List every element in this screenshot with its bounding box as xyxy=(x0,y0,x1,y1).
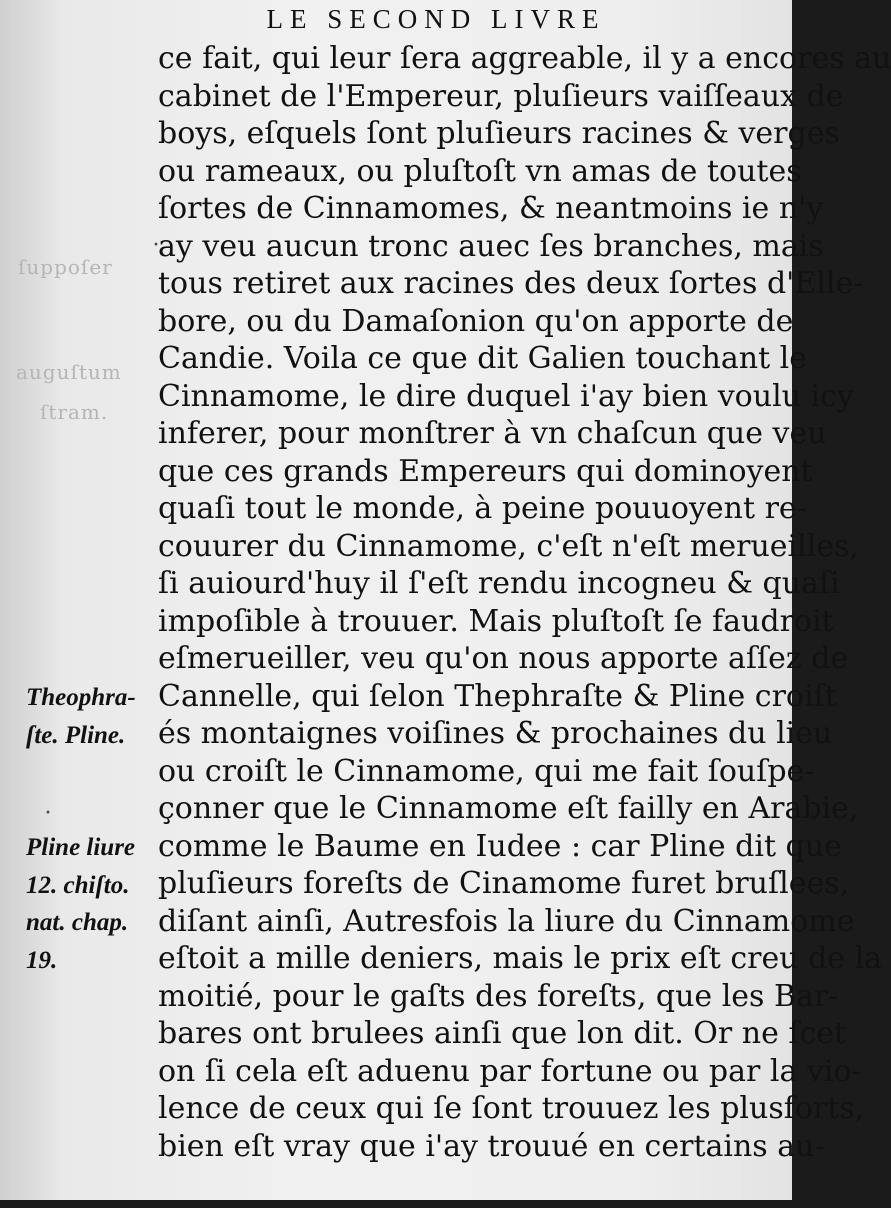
main-text-block xyxy=(158,40,891,1165)
text-line: pluſieurs foreſts de Cinamome furet bruſlees, xyxy=(158,866,850,901)
text-line: çonner que le Cinnamome eſt failly en Arabie, xyxy=(158,791,859,826)
bleed-through-text: ſtram. xyxy=(40,400,109,424)
text-line: moitié, pour le gaſts des foreſts, que les Bar- xyxy=(158,978,839,1014)
margin-note: Theophra- xyxy=(26,684,136,711)
text-line: ſortes de Cinnamomes, & neantmoins ie n'y xyxy=(158,191,824,226)
text-line: ſi auiourd'huy il ſ'eſt rendu incogneu & quaſi xyxy=(158,566,840,601)
text-line: inferer, pour monſtrer à vn chaſcun que veu xyxy=(158,416,827,451)
text-line: és montaignes voiſines & prochaines du lieu xyxy=(158,716,833,751)
text-line: cabinet de l'Empereur, pluſieurs vaiſſeaux de xyxy=(158,78,844,114)
margin-note: 19. xyxy=(26,946,58,974)
text-line: bore, ou du Damaſonion qu'on apporte de xyxy=(158,303,794,339)
margin-note: Pline liure xyxy=(26,834,136,861)
margin-note: 12. chiſto. xyxy=(26,871,130,899)
margin-mark: · xyxy=(152,232,160,258)
text-line: eſtoit a mille deniers, mais le prix eſt creu de la xyxy=(158,941,883,976)
running-title: LE SECOND LIVRE xyxy=(266,4,606,34)
text-line: quaſi tout le monde, à peine pouuoyent re- xyxy=(158,491,807,526)
text-line: eſmerueiller, veu qu'on nous apporte aſſez de xyxy=(158,641,849,676)
text-line: comme le Baume en Iudee : car Pline dit que xyxy=(158,828,842,864)
margin-note xyxy=(26,754,166,792)
text-line: tous retiret aux racines des deux ſortes d'Elle- xyxy=(158,266,864,301)
text-line: Cinnamome, le dire duquel i'ay bien voulu icy xyxy=(158,378,854,414)
text-line: ce fait, qui leur ſera aggreable, il y a encores au xyxy=(158,41,891,76)
text-line: impoſible à trouuer. Mais pluſtoſt ſe faudroit xyxy=(158,603,834,639)
text-line: Cannelle, qui ſelon Thephraſte & Pline croiſt xyxy=(158,678,837,714)
text-line: Candie. Voila ce que dit Galien touchant le xyxy=(158,341,808,376)
text-line: boys, eſquels ſont pluſieurs racines & verges xyxy=(158,116,840,151)
text-line: lence de ceux qui ſe ſont trouuez les plusforts, xyxy=(158,1091,865,1126)
text-line: ou rameaux, ou pluſtoſt vn amas de toutes xyxy=(158,153,802,189)
text-line: ay veu aucun tronc auec ſes branches, mais xyxy=(158,228,824,264)
margin-note: nat. chap. xyxy=(26,909,129,936)
text-line: on ſi cela eſt aduenu par fortune ou par la vio- xyxy=(158,1053,862,1089)
text-line: diſant ainſi, Autresfois la liure du Cinnamome xyxy=(158,903,855,939)
text-line: que ces grands Empereurs qui dominoyent xyxy=(158,453,813,489)
margin-notes xyxy=(26,679,166,979)
bleed-through-text: ſuppoſer xyxy=(18,255,113,279)
margin-note: ſte. Pline. xyxy=(26,721,126,749)
text-line: couurer du Cinnamome, c'eſt n'eſt merueilles, xyxy=(158,528,860,564)
text-line: bares ont brulees ainſi que lon dit. Or ne ſcet xyxy=(158,1016,847,1051)
margin-mark: · xyxy=(44,800,52,826)
bleed-through-text: auguſtum xyxy=(16,360,122,384)
text-line: ou croiſt le Cinnamome, qui me fait ſouſpe- xyxy=(158,753,815,789)
text-line: bien eſt vray que i'ay trouué en certains au- xyxy=(158,1128,825,1164)
